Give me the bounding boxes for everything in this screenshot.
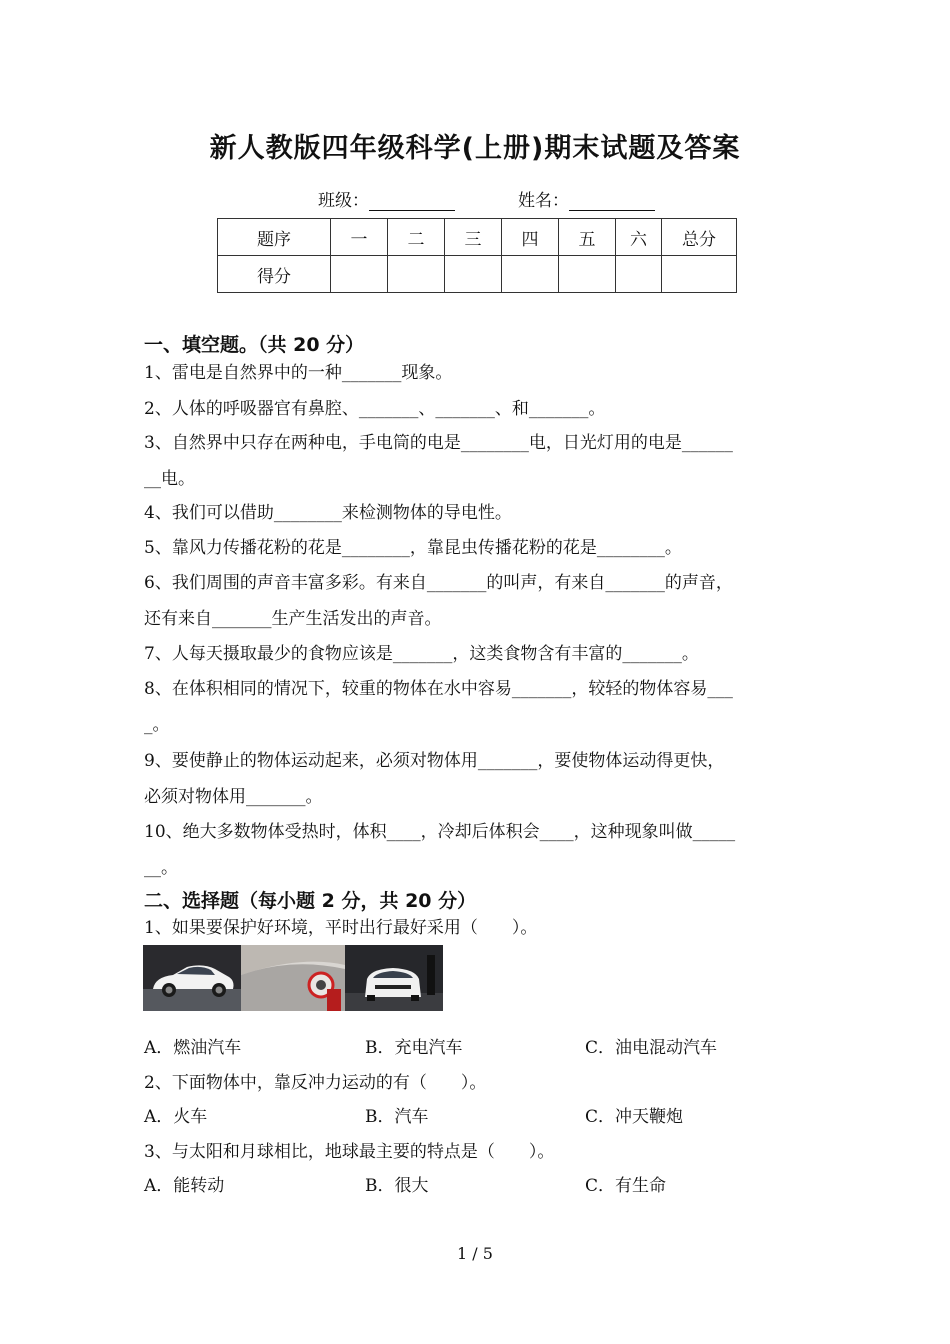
score-header-cell: 总分 xyxy=(662,219,737,256)
score-cell xyxy=(616,256,662,293)
fill-question-line: 10、绝大多数物体受热时，体积____，冷却后体积会____，这种现象叫做_____ xyxy=(144,822,736,842)
score-header-cell: 三 xyxy=(445,219,502,256)
score-row-label: 得分 xyxy=(218,256,331,293)
name-blank xyxy=(569,194,655,211)
score-cell xyxy=(559,256,616,293)
score-cell xyxy=(662,256,737,293)
fill-question-line: 8、在体积相同的情况下，较重的物体在水中容易_______，较轻的物体容易___ xyxy=(144,679,733,699)
choice-option[interactable]: A．火车 xyxy=(144,1107,208,1127)
name-field xyxy=(518,186,655,211)
score-header-cell: 题序 xyxy=(218,219,331,256)
section-1-heading: 一、填空题。（共 20 分） xyxy=(144,334,365,356)
choice-question-stem: 1、如果要保护好环境，平时出行最好采用（ ）。 xyxy=(144,918,538,938)
score-header-cell: 五 xyxy=(559,219,616,256)
charging-car-icon xyxy=(241,945,345,1011)
car-photos xyxy=(143,945,443,1011)
fill-question-line: 2、人体的呼吸器官有鼻腔、_______、_______、和_______。 xyxy=(144,399,606,419)
score-header-cell: 四 xyxy=(502,219,559,256)
page-title: 新人教版四年级科学(上册)期末试题及答案 xyxy=(209,133,741,164)
score-cell xyxy=(331,256,388,293)
fill-question-line: 还有来自_______生产生活发出的声音。 xyxy=(144,609,442,629)
fill-question-line: 4、我们可以借助________来检测物体的导电性。 xyxy=(144,503,512,523)
fill-question-line: 3、自然界中只存在两种电，手电筒的电是________电，日光灯用的电是______ xyxy=(144,433,733,453)
choice-option[interactable]: B．充电汽车 xyxy=(365,1038,463,1058)
fill-question-line: __电。 xyxy=(144,469,195,489)
fill-question-line: 5、靠风力传播花粉的花是________，靠昆虫传播花粉的花是________。 xyxy=(144,538,682,558)
section-2-heading: 二、选择题（每小题 2 分，共 20 分） xyxy=(144,890,477,912)
score-table-score-row xyxy=(218,256,737,293)
charging-car-photo xyxy=(241,945,345,1011)
score-table xyxy=(217,218,737,293)
choice-question-stem: 3、与太阳和月球相比，地球最主要的特点是（ ）。 xyxy=(144,1142,555,1162)
score-cell xyxy=(445,256,502,293)
fill-question-line: __。 xyxy=(144,858,178,878)
class-field xyxy=(318,186,455,211)
score-table-header-row xyxy=(218,219,737,256)
choice-option[interactable]: B．汽车 xyxy=(365,1107,429,1127)
hybrid-car-icon xyxy=(345,945,443,1011)
choice-option[interactable]: C．油电混动汽车 xyxy=(585,1038,718,1058)
fill-question-line: 1、雷电是自然界中的一种_______现象。 xyxy=(144,363,453,383)
fill-question-line: 9、要使静止的物体运动起来，必须对物体用_______，要使物体运动得更快， xyxy=(144,751,725,771)
choice-option[interactable]: A．燃油汽车 xyxy=(144,1038,242,1058)
fuel-car-icon xyxy=(143,945,241,1011)
choice-question-stem: 2、下面物体中，靠反冲力运动的有（ ）。 xyxy=(144,1073,487,1093)
fill-question-line: _。 xyxy=(144,715,170,735)
hybrid-car-photo xyxy=(345,945,443,1011)
page-number: 1 / 5 xyxy=(457,1244,493,1263)
choice-option[interactable]: B．很大 xyxy=(365,1176,429,1196)
fuel-car-photo xyxy=(143,945,241,1011)
score-header-cell: 一 xyxy=(331,219,388,256)
choice-option[interactable]: A．能转动 xyxy=(144,1176,225,1196)
class-blank xyxy=(369,194,455,211)
score-header-cell: 二 xyxy=(388,219,445,256)
score-cell xyxy=(502,256,559,293)
score-cell xyxy=(388,256,445,293)
name-label: 姓名： xyxy=(518,191,569,211)
fill-question-line: 6、我们周围的声音丰富多彩。有来自_______的叫声，有来自_______的声音， xyxy=(144,573,733,593)
fill-question-line: 7、人每天摄取最少的食物应该是_______，这类食物含有丰富的_______。 xyxy=(144,644,699,664)
class-label: 班级： xyxy=(318,191,369,211)
score-header-cell: 六 xyxy=(616,219,662,256)
choice-option[interactable]: C．有生命 xyxy=(585,1176,667,1196)
choice-option[interactable]: C．冲天鞭炮 xyxy=(585,1107,684,1127)
fill-question-line: 必须对物体用_______。 xyxy=(144,787,323,807)
